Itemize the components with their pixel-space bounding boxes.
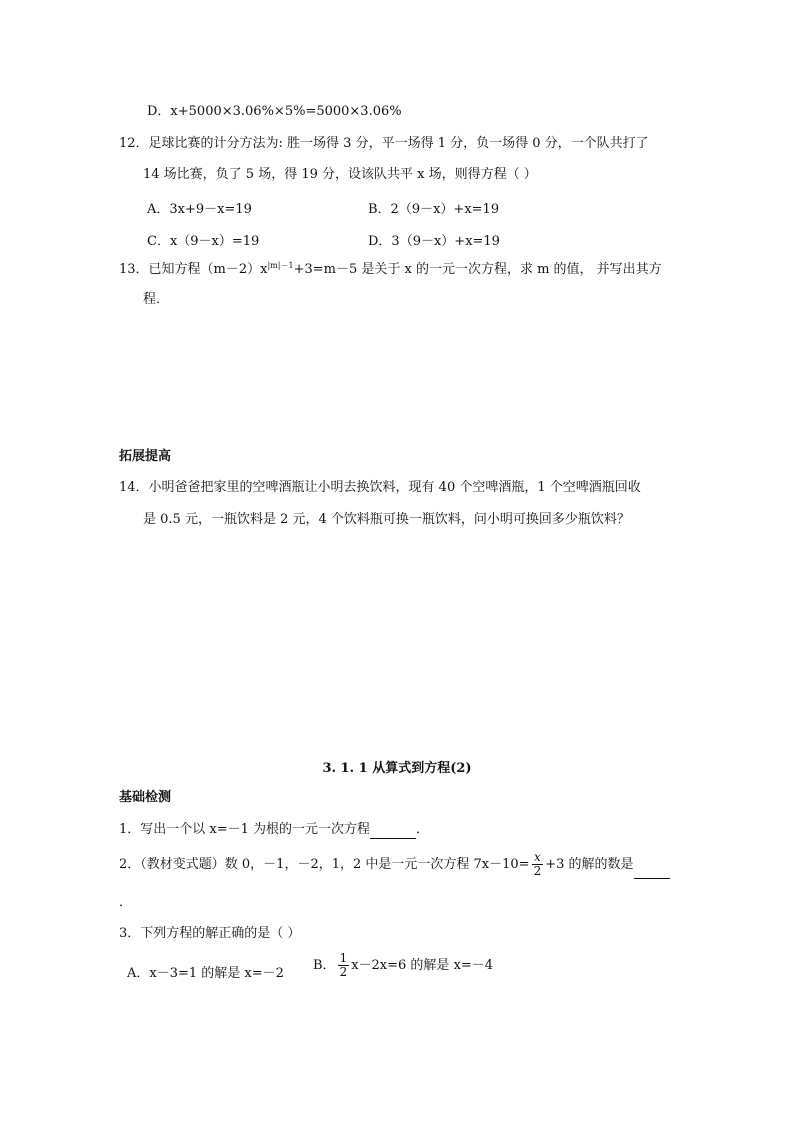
q14-line2: 是 0.5 元，一瓶饮料是 2 元，4 个饮料瓶可换一瓶饮料，问小明可换回多少瓶饮料？: [143, 512, 630, 527]
b3-option-a: A．x－3=1 的解是 x=－2: [127, 966, 284, 981]
b3-option-b-rest: x－2x=6 的解是 x=－4: [351, 958, 494, 973]
q11-option-d: D．x+5000×3.06%×5%=5000×3.06%: [147, 104, 402, 119]
b3-frac-num: 1: [339, 951, 348, 965]
q13-line1: [119, 262, 662, 279]
b1-end: ．: [416, 822, 430, 837]
b1-line: [119, 822, 429, 839]
q13-line2: 程．: [143, 292, 170, 307]
b2-answer-blank[interactable]: [634, 852, 670, 879]
q13-post: +3=m－5 是关于 x 的一元一次方程，求 m 的值， 并写出其方: [293, 262, 662, 277]
q13-exponent: |m|－1: [267, 261, 294, 270]
b2-pre: 2．（教材变式题）数 0，－1，－2，1，2 中是一元一次方程 7x－10=: [119, 857, 530, 872]
b2-frac-num: x: [532, 851, 544, 865]
b2-line: [119, 851, 670, 879]
q12-option-c: C．x（9－x）=19: [147, 234, 260, 249]
q13-pre: 13．已知方程（m－2）x: [119, 262, 268, 277]
q12-option-a: A．3x+9－x=19: [147, 202, 252, 217]
lesson-title: 3. 1. 1 从算式到方程(2): [322, 761, 472, 776]
b2-fraction: [532, 851, 544, 878]
q12-line1: 12．足球比赛的计分方法为: 胜一场得 3 分，平一场得 1 分，负一场得 0 分，一个队共打了: [119, 136, 649, 151]
q12-option-d: D．3（9－x）+x=19: [368, 234, 500, 249]
b3-option-b-fraction: [338, 952, 350, 979]
q12-option-b: B．2（9－x）+x=19: [368, 202, 500, 217]
b3-stem: 3．下列方程的解正确的是（ ）: [119, 926, 301, 941]
section-basic-heading: 基础检测: [119, 790, 172, 805]
b3-option-b-label: B．: [313, 958, 336, 973]
b2-post: +3 的解的数是: [545, 857, 634, 872]
section-extend-heading: 拓展提高: [119, 449, 172, 464]
b3-option-b: [313, 952, 493, 979]
b1-answer-blank[interactable]: [370, 822, 416, 839]
q12-line2: 14 场比赛，负了 5 场，得 19 分，设该队共平 x 场，则得方程（ ）: [143, 167, 537, 182]
b2-frac-den: 2: [533, 864, 542, 878]
b1-text: 1．写出一个以 x=－1 为根的一元一次方程: [119, 822, 371, 837]
b2-end: ．: [119, 895, 133, 910]
b3-frac-den: 2: [339, 965, 348, 979]
q14-line1: 14．小明爸爸把家里的空啤酒瓶让小明去换饮料，现有 40 个空啤酒瓶，1 个空啤酒瓶回收: [119, 480, 641, 495]
